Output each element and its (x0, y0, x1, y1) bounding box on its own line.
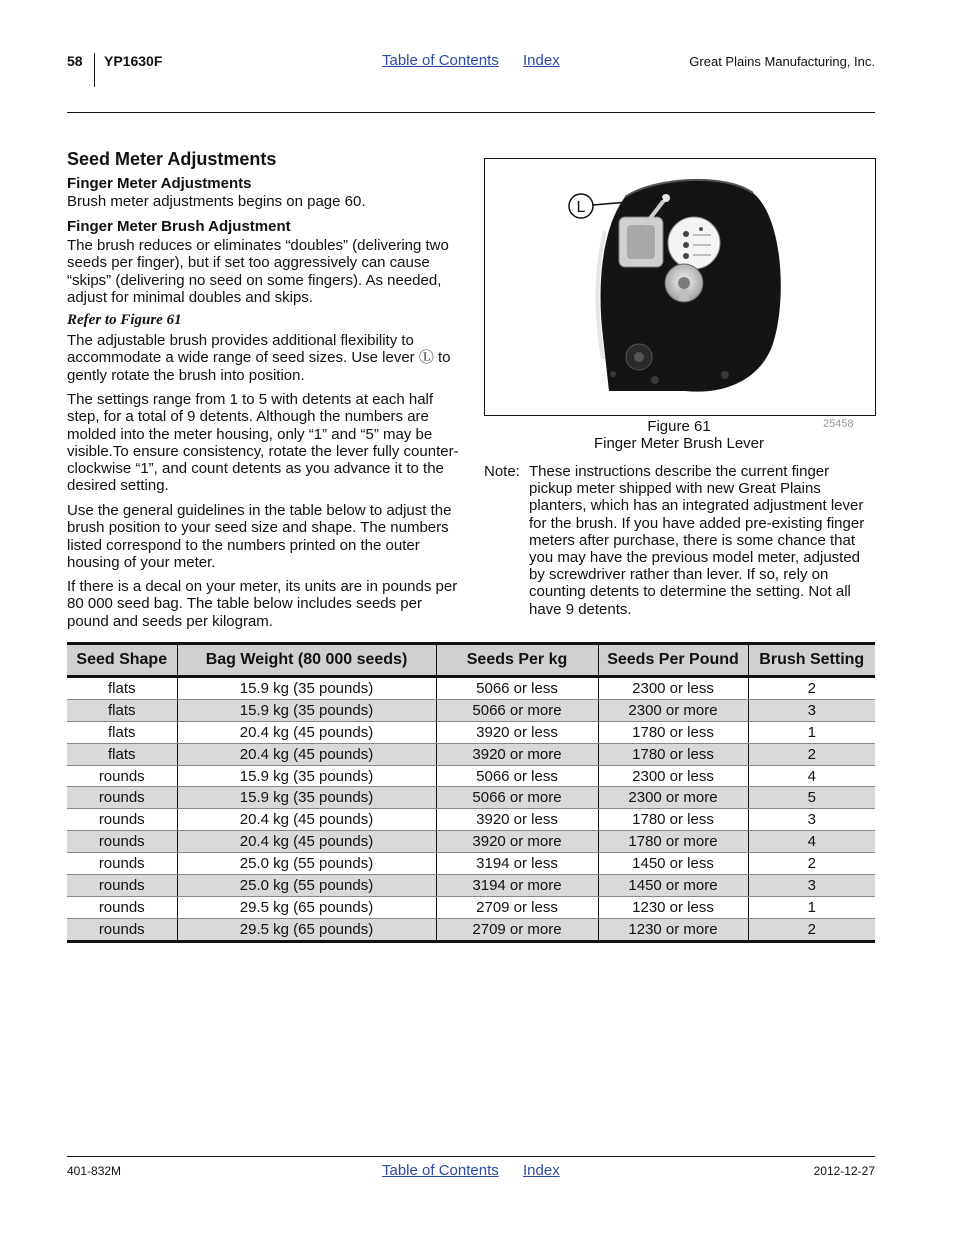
cell-brush-setting: 2 (748, 743, 875, 765)
header-seeds-per-pound: Seeds Per Pound (598, 644, 748, 677)
cell-bag-weight: 15.9 kg (35 pounds) (177, 699, 436, 721)
cell-seed-shape: flats (67, 721, 177, 743)
table-row (67, 677, 875, 700)
figure-image-id: 25458 (823, 418, 854, 430)
paragraph-guidelines: Use the general guidelines in the table below to adjust the brush position to your seed size and shape. The numbers listed correspond to the numbers printed on the outer housing of your meter. (67, 502, 452, 571)
cell-seed-shape: rounds (67, 918, 177, 941)
cell-seed-shape: rounds (67, 896, 177, 918)
note-label: Note: (484, 463, 520, 480)
cell-brush-setting: 1 (748, 896, 875, 918)
cell-seeds-per-kg: 3920 or more (436, 743, 598, 765)
cell-bag-weight: 15.9 kg (35 pounds) (177, 677, 436, 700)
table-row (67, 721, 875, 743)
table-row (67, 809, 875, 831)
table-row (67, 699, 875, 721)
subsection-title-finger-meter: Finger Meter Adjustments (67, 175, 252, 192)
cell-brush-setting: 1 (748, 721, 875, 743)
company-name: Great Plains Manufacturing, Inc. (689, 54, 875, 69)
cell-brush-setting: 2 (748, 918, 875, 941)
cell-bag-weight: 25.0 kg (55 pounds) (177, 875, 436, 897)
footer-index-link[interactable]: Index (523, 1162, 560, 1179)
header-divider (94, 53, 95, 87)
cell-seeds-per-pound: 1230 or more (598, 918, 748, 941)
paragraph-brush-doubles: The brush reduces or eliminates “doubles” (delivering two seeds per finger), but if set too aggressively can cause “skips” (delivering no seed on some fingers). As needed, adjust for minimal doubles and skips. (67, 237, 449, 306)
cell-seeds-per-pound: 2300 or less (598, 765, 748, 787)
cell-bag-weight: 20.4 kg (45 pounds) (177, 809, 436, 831)
cell-seeds-per-pound: 1780 or less (598, 809, 748, 831)
cell-seeds-per-kg: 3920 or less (436, 721, 598, 743)
footer-rule (67, 1156, 875, 1157)
figure-caption-number: Figure 61 (647, 418, 711, 435)
cell-brush-setting: 5 (748, 787, 875, 809)
seed-meter-photo (485, 159, 875, 415)
cell-seeds-per-pound: 1450 or less (598, 853, 748, 875)
cell-brush-setting: 3 (748, 875, 875, 897)
paragraph-adjustable-brush: The adjustable brush provides additional flexibility to accommodate a wide range of seed sizes. Use lever Ⓛ to gently rotate the brush into position. (67, 332, 451, 384)
cell-brush-setting: 4 (748, 765, 875, 787)
figure-61-image (484, 158, 876, 416)
cell-brush-setting: 3 (748, 809, 875, 831)
cell-brush-setting: 3 (748, 699, 875, 721)
table-row (67, 743, 875, 765)
cell-seeds-per-kg: 5066 or more (436, 787, 598, 809)
cell-seed-shape: flats (67, 743, 177, 765)
cell-seeds-per-pound: 2300 or more (598, 787, 748, 809)
cell-seed-shape: rounds (67, 765, 177, 787)
model-name: YP1630F (104, 53, 163, 69)
table-row (67, 875, 875, 897)
cell-seeds-per-pound: 1780 or less (598, 721, 748, 743)
cell-seed-shape: rounds (67, 809, 177, 831)
cell-seeds-per-kg: 2709 or more (436, 918, 598, 941)
cell-seed-shape: rounds (67, 853, 177, 875)
table-row (67, 787, 875, 809)
cell-bag-weight: 25.0 kg (55 pounds) (177, 853, 436, 875)
table-row (67, 853, 875, 875)
table-row (67, 918, 875, 941)
cell-seeds-per-kg: 5066 or more (436, 699, 598, 721)
cell-seed-shape: rounds (67, 787, 177, 809)
cell-bag-weight: 15.9 kg (35 pounds) (177, 787, 436, 809)
cell-bag-weight: 29.5 kg (65 pounds) (177, 918, 436, 941)
figure-caption-title: Finger Meter Brush Lever (593, 435, 765, 452)
cell-seed-shape: rounds (67, 831, 177, 853)
cell-seeds-per-pound: 1780 or more (598, 831, 748, 853)
subsection-text-finger-meter: Brush meter adjustments begins on page 60. (67, 193, 366, 210)
cell-seeds-per-pound: 1450 or more (598, 875, 748, 897)
cell-seeds-per-kg: 2709 or less (436, 896, 598, 918)
cell-seeds-per-kg: 5066 or less (436, 765, 598, 787)
note-text: These instructions describe the current finger pickup meter shipped with new Great Plains planters, which has an integrated adjustment lever for the brush. If you have added pre-existing finger meters after purchase, there is some chance that you may have the previous model meter, adjusted by screwdriver rather than lever. If so, rely on counting detents to determine the setting. Not all have 9 detents. (529, 463, 865, 618)
brush-setting-table (67, 642, 875, 943)
cell-seeds-per-kg: 3194 or more (436, 875, 598, 897)
cell-seed-shape: flats (67, 677, 177, 700)
section-title: Seed Meter Adjustments (67, 149, 277, 169)
footer-toc-link[interactable]: Table of Contents (382, 1162, 499, 1179)
header-seed-shape: Seed Shape (67, 644, 177, 677)
cell-seed-shape: rounds (67, 875, 177, 897)
cell-seeds-per-kg: 3920 or less (436, 809, 598, 831)
subsection-title-brush-adjustment: Finger Meter Brush Adjustment (67, 218, 291, 235)
cell-seeds-per-pound: 1780 or less (598, 743, 748, 765)
cell-brush-setting: 4 (748, 831, 875, 853)
page-number: 58 (67, 53, 83, 69)
header-index-link[interactable]: Index (523, 52, 560, 69)
cell-seeds-per-pound: 2300 or less (598, 677, 748, 700)
header-seeds-per-kg: Seeds Per kg (436, 644, 598, 677)
cell-bag-weight: 29.5 kg (65 pounds) (177, 896, 436, 918)
cell-seeds-per-pound: 1230 or less (598, 896, 748, 918)
header-brush-setting: Brush Setting (748, 644, 875, 677)
lever-callout-label: L (576, 199, 586, 216)
cell-seeds-per-pound: 2300 or more (598, 699, 748, 721)
cell-seeds-per-kg: 3194 or less (436, 853, 598, 875)
table-row (67, 896, 875, 918)
paragraph-decal-units: If there is a decal on your meter, its units are in pounds per 80 000 seed bag. The table below includes seeds per pound and seeds per kilogram. (67, 578, 458, 630)
table-row (67, 831, 875, 853)
cell-bag-weight: 15.9 kg (35 pounds) (177, 765, 436, 787)
cell-seed-shape: flats (67, 699, 177, 721)
cell-seeds-per-kg: 3920 or more (436, 831, 598, 853)
cell-seeds-per-kg: 5066 or less (436, 677, 598, 700)
header-toc-link[interactable]: Table of Contents (382, 52, 499, 69)
cell-bag-weight: 20.4 kg (45 pounds) (177, 743, 436, 765)
paragraph-settings-range: The settings range from 1 to 5 with detents at each half step, for a total of 9 detents. Although the numbers are molded into the meter housing, only “1” and “5” may be visible.To ensure consistency, rotate the lever fully counter-clockwise “1”, and count detents as you advance it to the desired setting. (67, 391, 459, 495)
figure-reference: Refer to Figure 61 (67, 312, 182, 328)
cell-bag-weight: 20.4 kg (45 pounds) (177, 721, 436, 743)
cell-brush-setting: 2 (748, 853, 875, 875)
cell-brush-setting: 2 (748, 677, 875, 700)
header-bag-weight: Bag Weight (80 000 seeds) (177, 644, 436, 677)
cell-bag-weight: 20.4 kg (45 pounds) (177, 831, 436, 853)
doc-number: 401-832M (67, 1164, 122, 1178)
header-rule (67, 112, 875, 113)
table-header-row (67, 644, 875, 677)
table-row (67, 765, 875, 787)
doc-date: 2012-12-27 (813, 1164, 875, 1178)
